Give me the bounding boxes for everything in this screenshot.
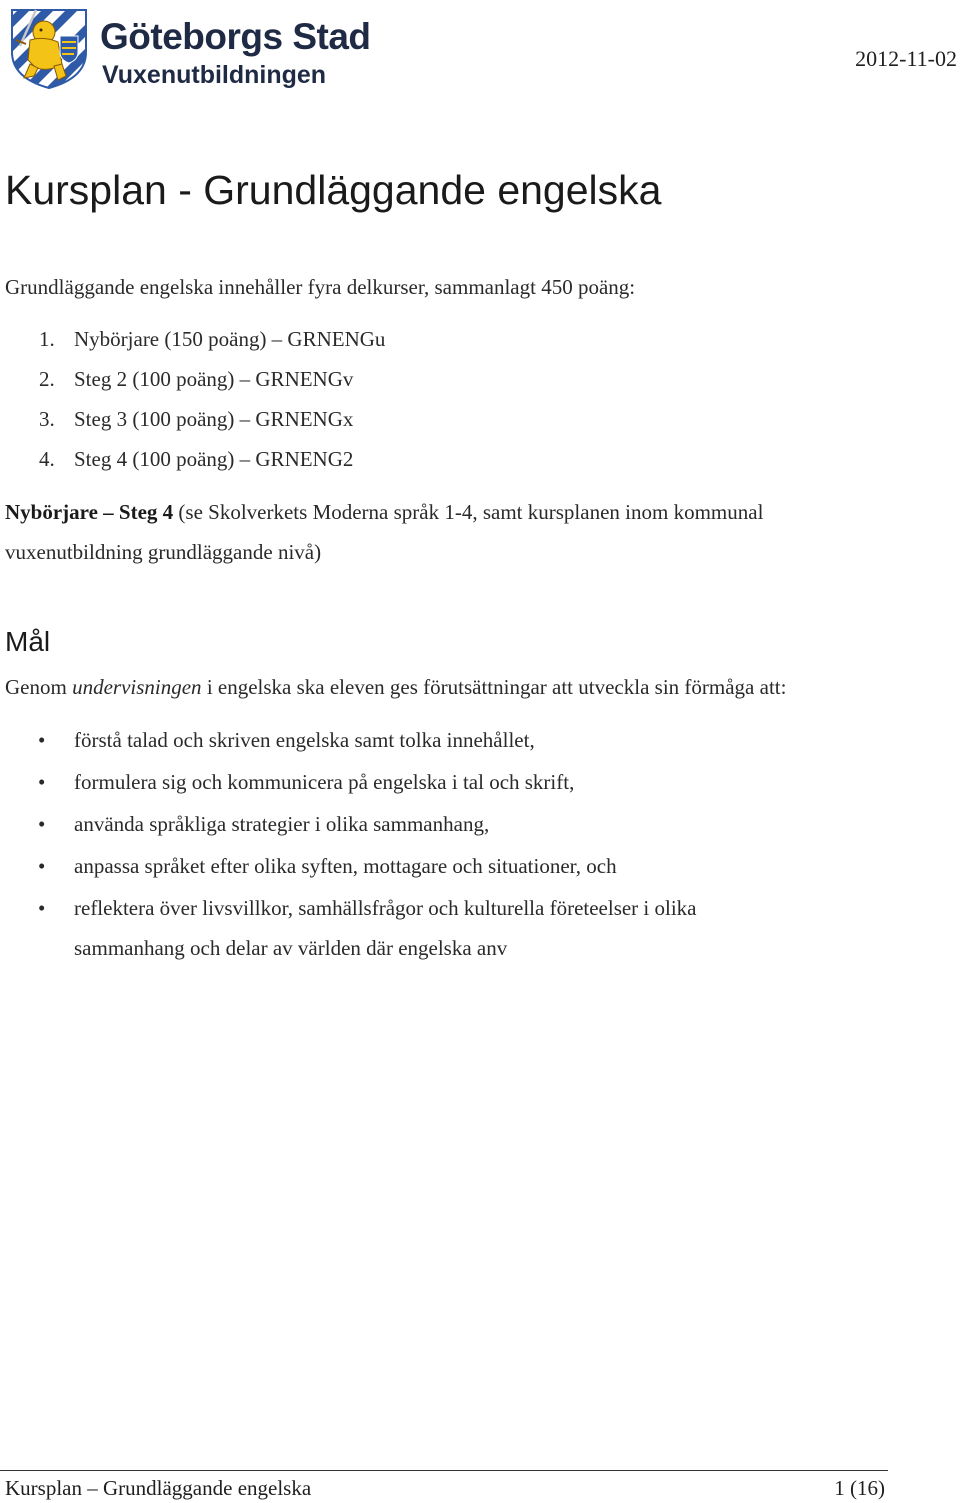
bullet-icon: • xyxy=(38,770,46,794)
list-item-text: Steg 4 (100 poäng) – GRNENG2 xyxy=(74,447,354,471)
section-heading-goals: Mål xyxy=(5,626,51,657)
scope-paragraph xyxy=(5,492,905,572)
intro-paragraph: Grundläggande engelska innehåller fyra delkurser, sammanlagt 450 poäng: xyxy=(5,275,636,299)
list-number: 4. xyxy=(39,447,55,471)
bullet-icon: • xyxy=(38,854,46,878)
list-item xyxy=(0,846,794,886)
city-coat-of-arms-icon xyxy=(6,2,92,90)
list-item xyxy=(0,762,794,802)
scope-text: (se Skolverkets Moderna språk 1-4, samt kursplanen inom kommunal vuxenutbildning grundläggande nivå) xyxy=(5,500,764,564)
list-item xyxy=(0,804,794,844)
document-date: 2012-11-02 xyxy=(855,46,957,71)
brand-subtitle: Vuxenutbildningen xyxy=(102,61,327,89)
footer-title: Kursplan – Grundläggande engelska xyxy=(5,1476,312,1500)
goals-intro-end: i engelska ska eleven ges förutsättningar att utveckla sin förmåga att: xyxy=(201,675,787,699)
list-item-text: formulera sig och kommunicera på engelska i tal och skrift, xyxy=(74,770,575,794)
bullet-icon: • xyxy=(38,728,46,752)
footer-divider xyxy=(0,1470,888,1471)
scope-bold-text: Nybörjare – Steg 4 xyxy=(5,500,174,524)
goals-intro-emphasis: undervisningen xyxy=(72,675,202,699)
list-number: 3. xyxy=(39,407,55,431)
brand-name: Göteborgs Stad xyxy=(100,16,371,57)
list-number: 2. xyxy=(39,367,55,391)
goals-intro xyxy=(5,667,786,707)
list-item-text: Steg 3 (100 poäng) – GRNENGx xyxy=(74,407,354,431)
list-item-text: använda språkliga strategier i olika sammanhang, xyxy=(74,812,490,836)
goals-intro-start: Genom xyxy=(5,675,73,699)
list-item-text: reflektera över livsvillkor, samhällsfrågor och kulturella företeelser i olika sammanhang och delar av världen där engelska anv xyxy=(74,896,697,960)
list-item-text: Steg 2 (100 poäng) – GRNENGv xyxy=(74,367,354,391)
page-title: Kursplan - Grundläggande engelska xyxy=(5,167,662,213)
bullet-icon: • xyxy=(38,896,46,920)
list-number: 1. xyxy=(39,327,55,351)
bullet-icon: • xyxy=(38,812,46,836)
list-item xyxy=(0,888,794,968)
list-item-text: förstå talad och skriven engelska samt tolka innehållet, xyxy=(74,728,535,752)
page-number: 1 (16) xyxy=(834,1476,885,1500)
list-item-text: Nybörjare (150 poäng) – GRNENGu xyxy=(74,327,386,351)
list-item xyxy=(0,720,794,760)
list-item-text: anpassa språket efter olika syften, mottagare och situationer, och xyxy=(74,854,617,878)
goals-list xyxy=(0,720,794,970)
